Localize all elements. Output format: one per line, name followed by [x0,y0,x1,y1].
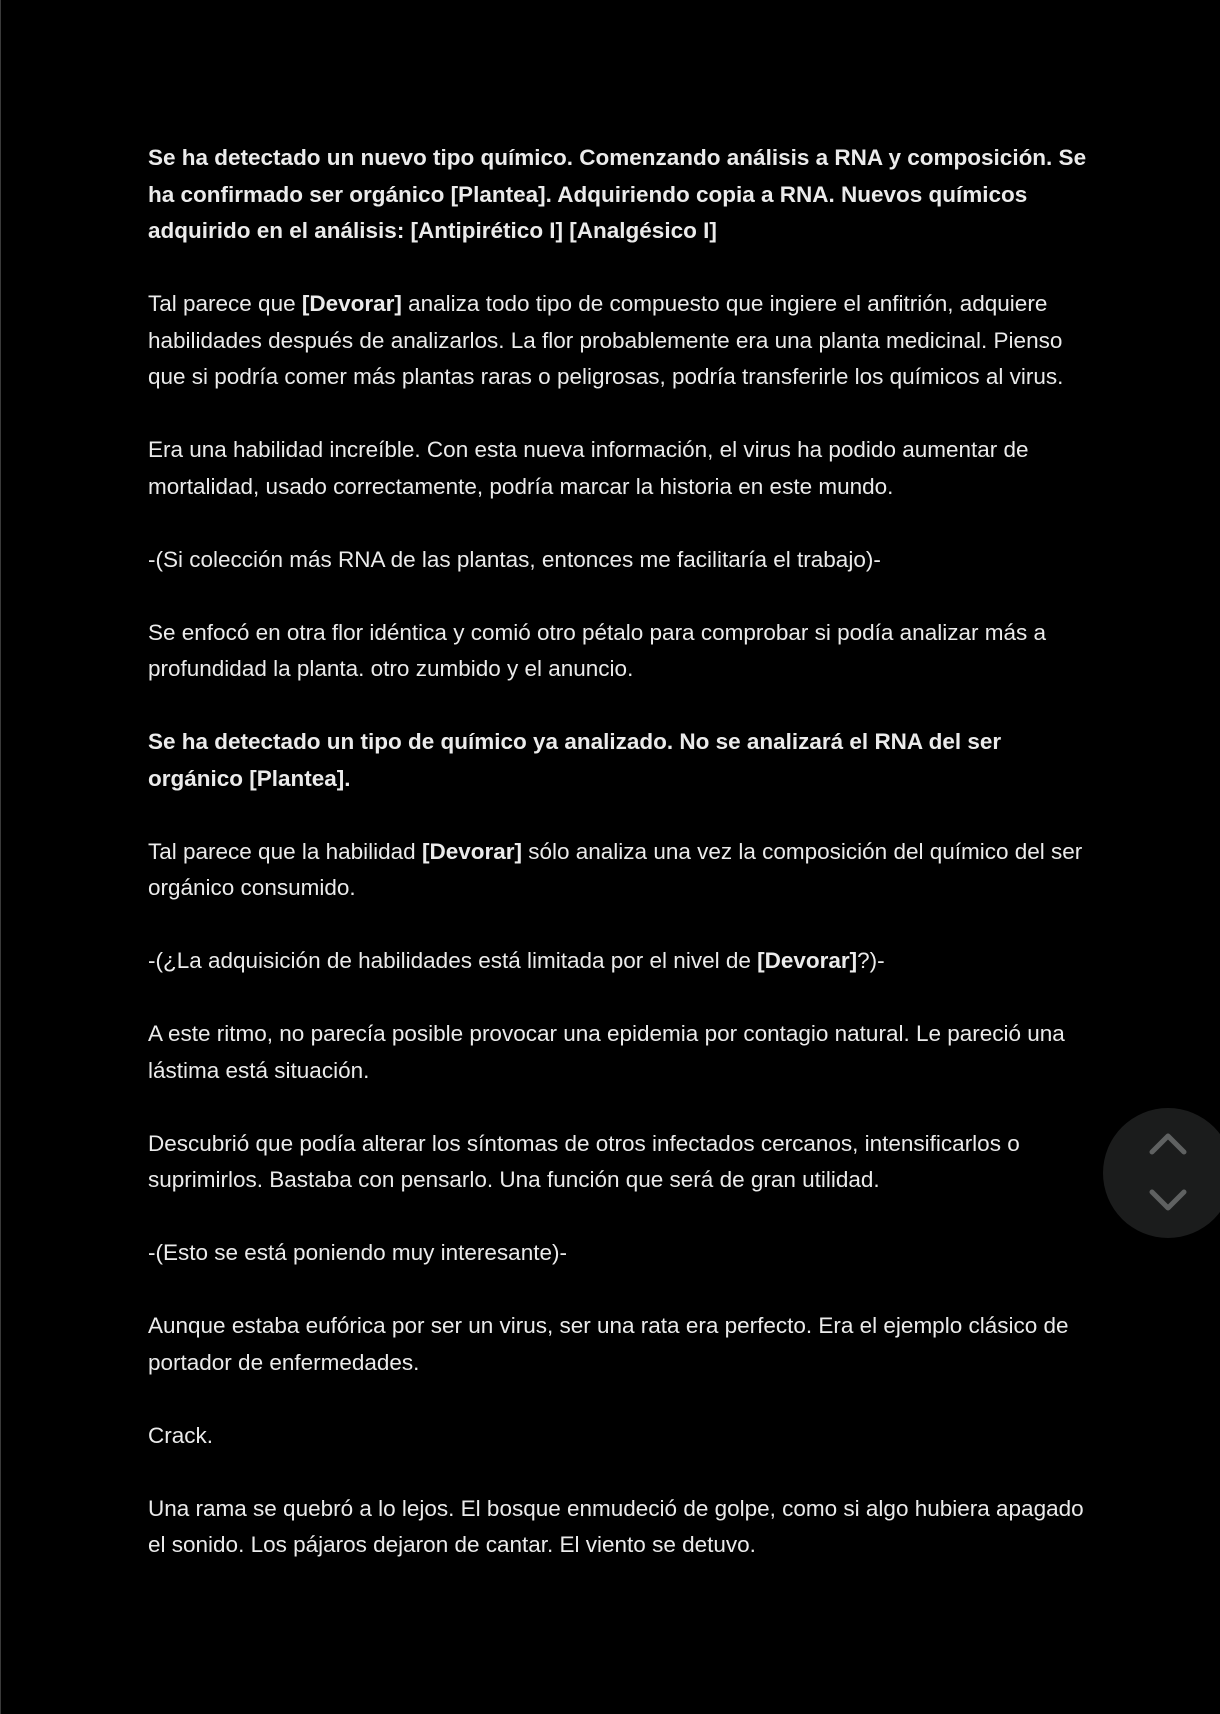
paragraph [148,432,1088,505]
paragraph [148,1016,1088,1089]
bold-text: [Devorar] [757,948,858,973]
text-run: Se enfocó en otra flor idéntica y comió otro pétalo para comprobar si podía analizar más a profundidad la planta. otro zumbido y el anuncio. [148,619,1046,681]
text-run: analiza todo tipo de compuesto que ingiere el anfitrión, adquiere habilidades después de analizarlos. La flor probablemente era una planta medicinal. Pienso que si podría comer más plantas raras o peligrosas, podría transferirle los químicos al virus. [148,291,1064,389]
paragraph [148,1418,1088,1455]
paragraph [148,1491,1088,1564]
chapter-text [148,140,1088,1600]
text-run: Descubrió que podía alterar los síntomas de otros infectados cercanos, intensificarlos o suprimirlos. Bastaba con pensarlo. Una función que será de gran utilidad. [148,1130,1020,1192]
text-run: Tal parece que la habilidad [148,838,422,864]
inner-thought [148,542,1088,579]
paragraph [148,286,1088,396]
text-run: Crack. [148,1422,214,1448]
bold-text: Se ha detectado un nuevo tipo químico. Comenzando análisis a RNA y composición. Se ha confirmado ser orgánico [Plantea]. Adquiriendo copia a RNA. Nuevos químicos adquirido en el análisis: [Antipirético I] [Analgésico I] [148,145,1087,243]
system-message [148,140,1088,250]
text-run: Era una habilidad increíble. Con esta nueva información, el virus ha podido aumentar de mortalidad, usado correctamente, podría marcar la historia en este mundo. [148,437,1029,499]
paragraph [148,834,1088,907]
text-run: Tal parece que [148,291,302,316]
text-run: -(Si colección más RNA de las plantas, entonces me facilitaría el trabajo)- [148,546,881,572]
paragraph [148,1308,1088,1381]
inner-thought [148,1235,1088,1272]
scroll-control [1103,1108,1220,1238]
system-message [148,724,1088,797]
text-run: -(Esto se está poniendo muy interesante)- [148,1240,567,1265]
text-run: Una rama se quebró a lo lejos. El bosque enmudeció de golpe, como si algo hubiera apagado el sonido. Los pájaros dejaron de cantar. El viento se detuvo. [148,1495,1084,1557]
text-run: ?)- [857,948,885,973]
paragraph [148,1126,1088,1199]
chevron-down-icon [1148,1188,1188,1214]
chevron-up-icon [1148,1130,1188,1156]
text-run: Aunque estaba eufórica por ser un virus, ser una rata era perfecto. Era el ejemplo clásico de portador de enfermedades. [148,1313,1069,1375]
text-run: -(¿La adquisición de habilidades está limitada por el nivel de [148,948,758,973]
text-run: A este ritmo, no parecía posible provocar una epidemia por contagio natural. Le pareció una lástima está situación. [148,1021,1065,1083]
paragraph [148,615,1088,688]
bold-text: Se ha detectado un tipo de químico ya analizado. No se analizará el RNA del ser orgánico [Plantea]. [148,729,1002,791]
inner-thought [148,943,1088,980]
scroll-down-button[interactable] [1103,1172,1220,1232]
scroll-up-button[interactable] [1103,1114,1220,1174]
text-run: sólo analiza una vez la composición del químico del ser orgánico consumido. [148,838,1083,900]
bold-text: [Devorar] [421,838,522,864]
bold-text: [Devorar] [301,291,402,316]
